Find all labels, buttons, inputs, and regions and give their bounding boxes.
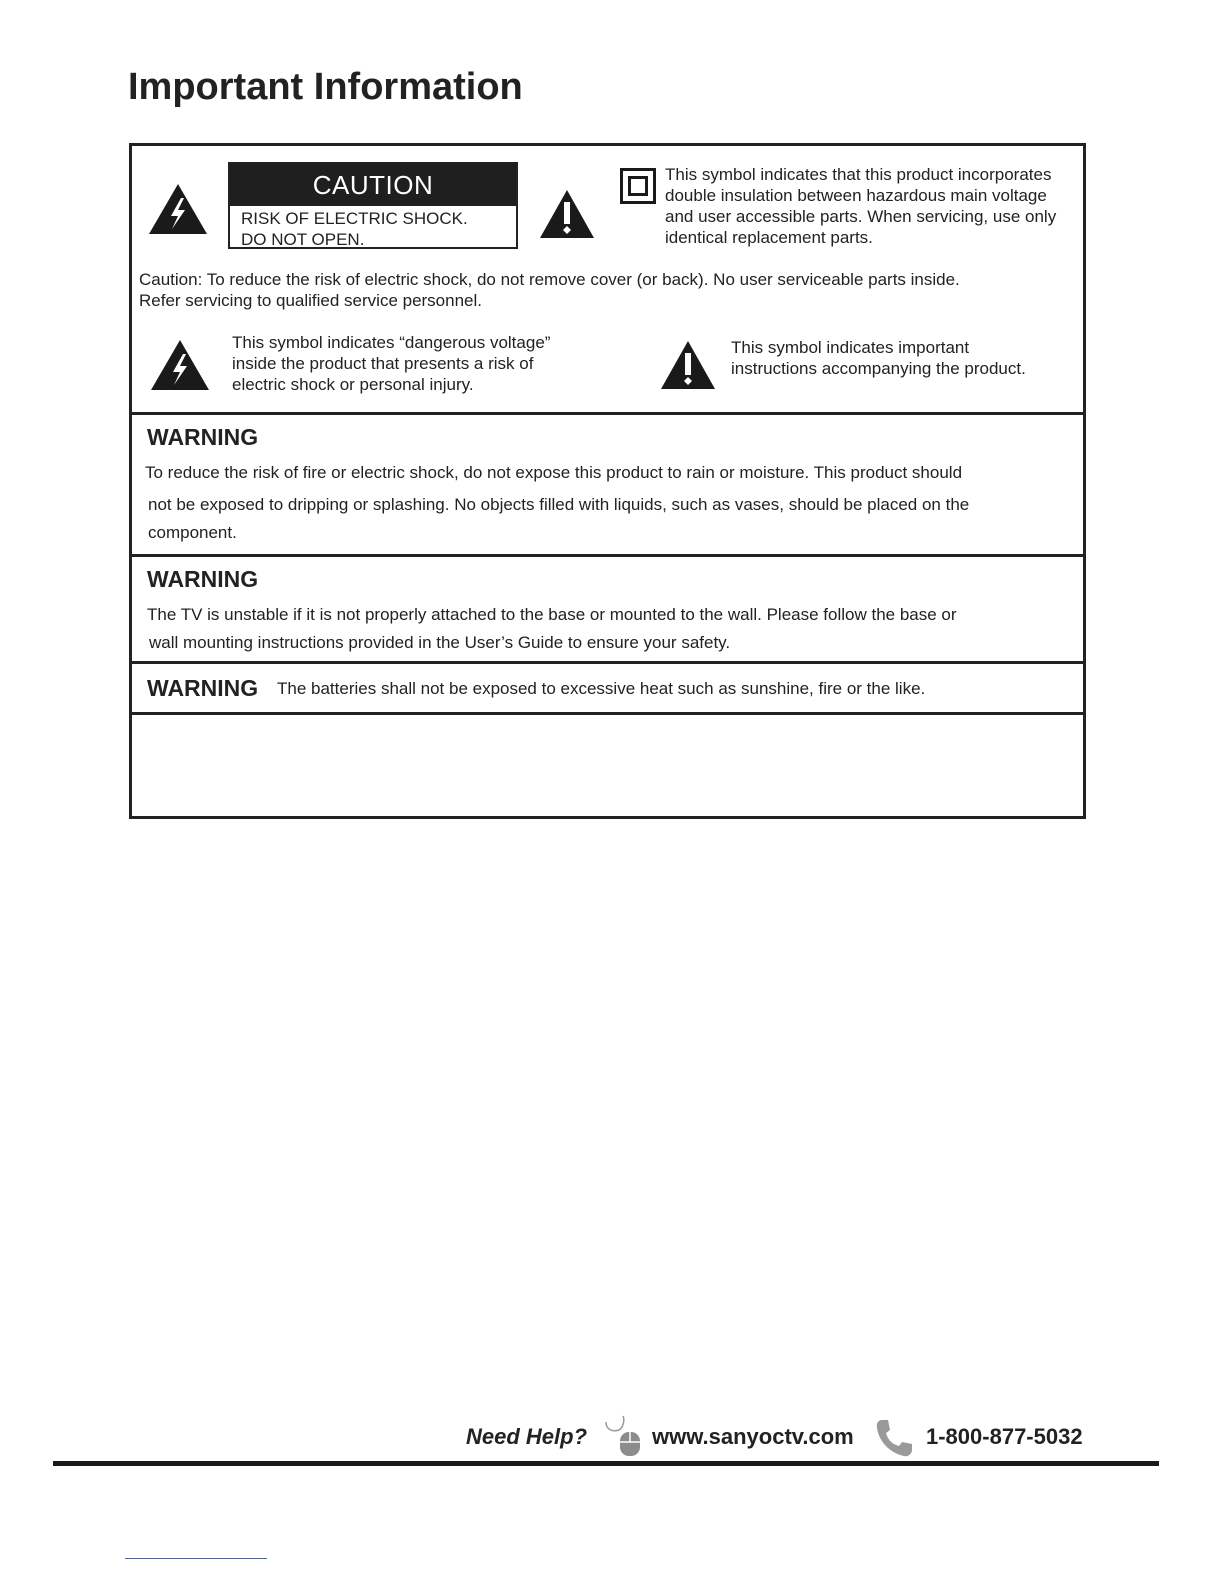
warning-text: The batteries shall not be exposed to excessive heat such as sunshine, fire or the like. [277, 679, 926, 698]
electric-shock-warning-icon [147, 182, 209, 236]
link-underline [125, 1558, 267, 1559]
text-line: electric shock or personal injury. [232, 375, 474, 394]
caution-note [139, 269, 1079, 311]
warning-title: WARNING [147, 424, 259, 450]
caution-label [228, 162, 518, 249]
caution-section [132, 146, 1083, 415]
caution-line-2: DO NOT OPEN. [241, 230, 365, 249]
text-line: This symbol indicates “dangerous voltage” [232, 333, 551, 352]
text-line: This symbol indicates important [731, 338, 970, 357]
exclamation-warning-icon [538, 188, 596, 240]
text-line: inside the product that presents a risk of [232, 354, 534, 373]
warning-text-line: The TV is unstable if it is not properly attached to the base or mounted to the wall. Please follow the base or [147, 605, 957, 624]
dangerous-voltage-text [232, 332, 632, 395]
electric-shock-warning-icon [149, 338, 211, 392]
text-line: double insulation between hazardous main voltage [665, 186, 1047, 205]
warning-text-line: not be exposed to dripping or splashing. No objects filled with liquids, such as vases, should be placed on the [148, 495, 970, 514]
double-insulation-text [665, 164, 1079, 248]
mouse-icon [603, 1414, 643, 1458]
warning-moisture [132, 415, 1083, 557]
page-title: Important Information [128, 66, 523, 108]
website-link[interactable]: www.sanyoctv.com [652, 1424, 854, 1449]
text-line: and user accessible parts. When servicing, use only [665, 207, 1057, 226]
warning-tv-stability [132, 557, 1083, 664]
text-line: Caution: To reduce the risk of electric shock, do not remove cover (or back). No user serviceable parts inside. [139, 270, 960, 289]
phone-number[interactable]: 1-800-877-5032 [926, 1424, 1083, 1449]
warning-title: WARNING [147, 566, 259, 592]
need-help-label: Need Help? [466, 1424, 588, 1449]
text-line: instructions accompanying the product. [731, 359, 1026, 378]
warning-text-line: wall mounting instructions provided in the User’s Guide to ensure your safety. [149, 633, 731, 652]
footer-rule [53, 1461, 1159, 1466]
caution-header: CAUTION [230, 164, 516, 206]
safety-information-frame [129, 143, 1086, 819]
warning-batteries [132, 664, 1083, 715]
caution-line-1: RISK OF ELECTRIC SHOCK. [241, 209, 468, 228]
phone-icon [874, 1418, 914, 1458]
warning-title: WARNING [147, 675, 259, 701]
empty-section [132, 715, 1083, 816]
important-instructions-text [731, 337, 1076, 379]
warning-text-line: To reduce the risk of fire or electric shock, do not expose this product to rain or moisture. This product should [145, 463, 963, 482]
text-line: identical replacement parts. [665, 228, 873, 247]
text-line: This symbol indicates that this product incorporates [665, 165, 1052, 184]
text-line: Refer servicing to qualified service personnel. [139, 291, 483, 310]
double-insulation-icon [620, 168, 656, 204]
help-footer [0, 1418, 1224, 1458]
exclamation-warning-icon [659, 339, 717, 391]
warning-text-line: component. [148, 523, 237, 542]
